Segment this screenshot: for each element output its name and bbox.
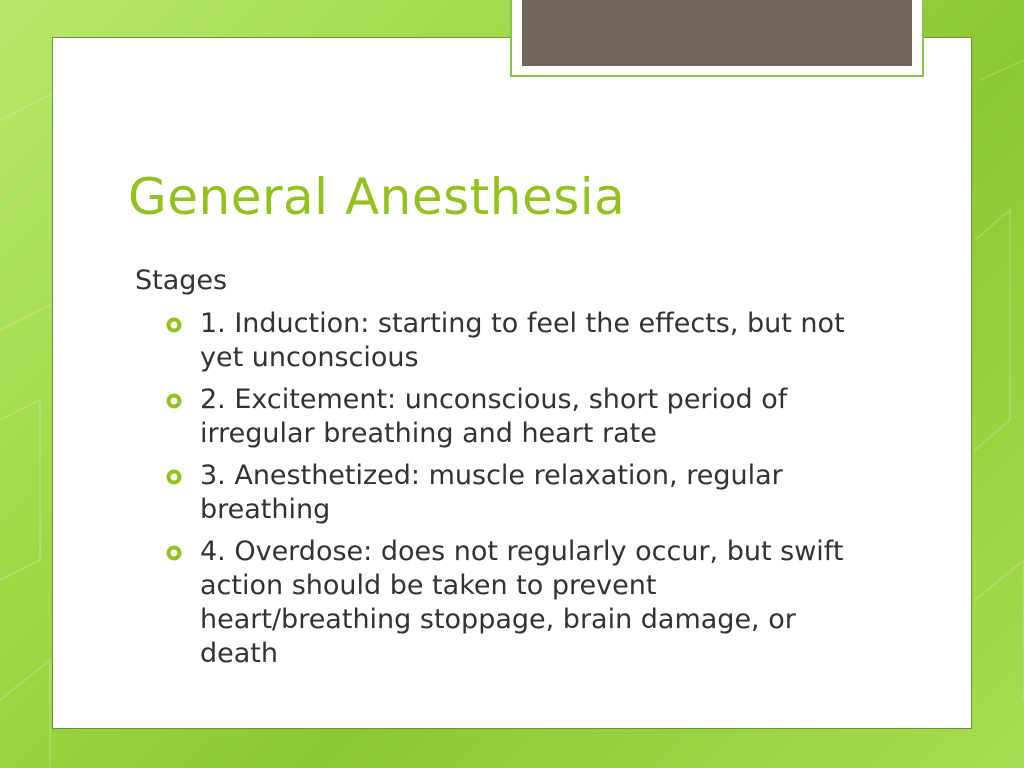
bullet-text: 4. Overdose: does not regularly occur, but swift action should be taken to prevent heart/breathing stoppage, brain damage, or death [200, 536, 844, 669]
hollow-circle-bullet-icon [166, 393, 182, 409]
photo-frame [510, 0, 924, 77]
bullet-text: 1. Induction: starting to feel the effects, but not yet unconscious [200, 308, 845, 373]
slide-title: General Anesthesia [128, 168, 626, 226]
hollow-circle-bullet-icon [166, 469, 182, 485]
header-photo [522, 0, 912, 66]
bullet-item [162, 459, 862, 527]
bullet-text: 3. Anesthetized: muscle relaxation, regular breathing [200, 460, 783, 525]
hollow-circle-bullet-icon [166, 545, 182, 561]
bullet-list [162, 307, 862, 679]
subheading-stages: Stages [135, 265, 228, 296]
hollow-circle-bullet-icon [166, 317, 182, 333]
bullet-item [162, 307, 862, 375]
bullet-item [162, 383, 862, 451]
bullet-item [162, 535, 862, 671]
bullet-text: 2. Excitement: unconscious, short period of irregular breathing and heart rate [200, 384, 788, 449]
